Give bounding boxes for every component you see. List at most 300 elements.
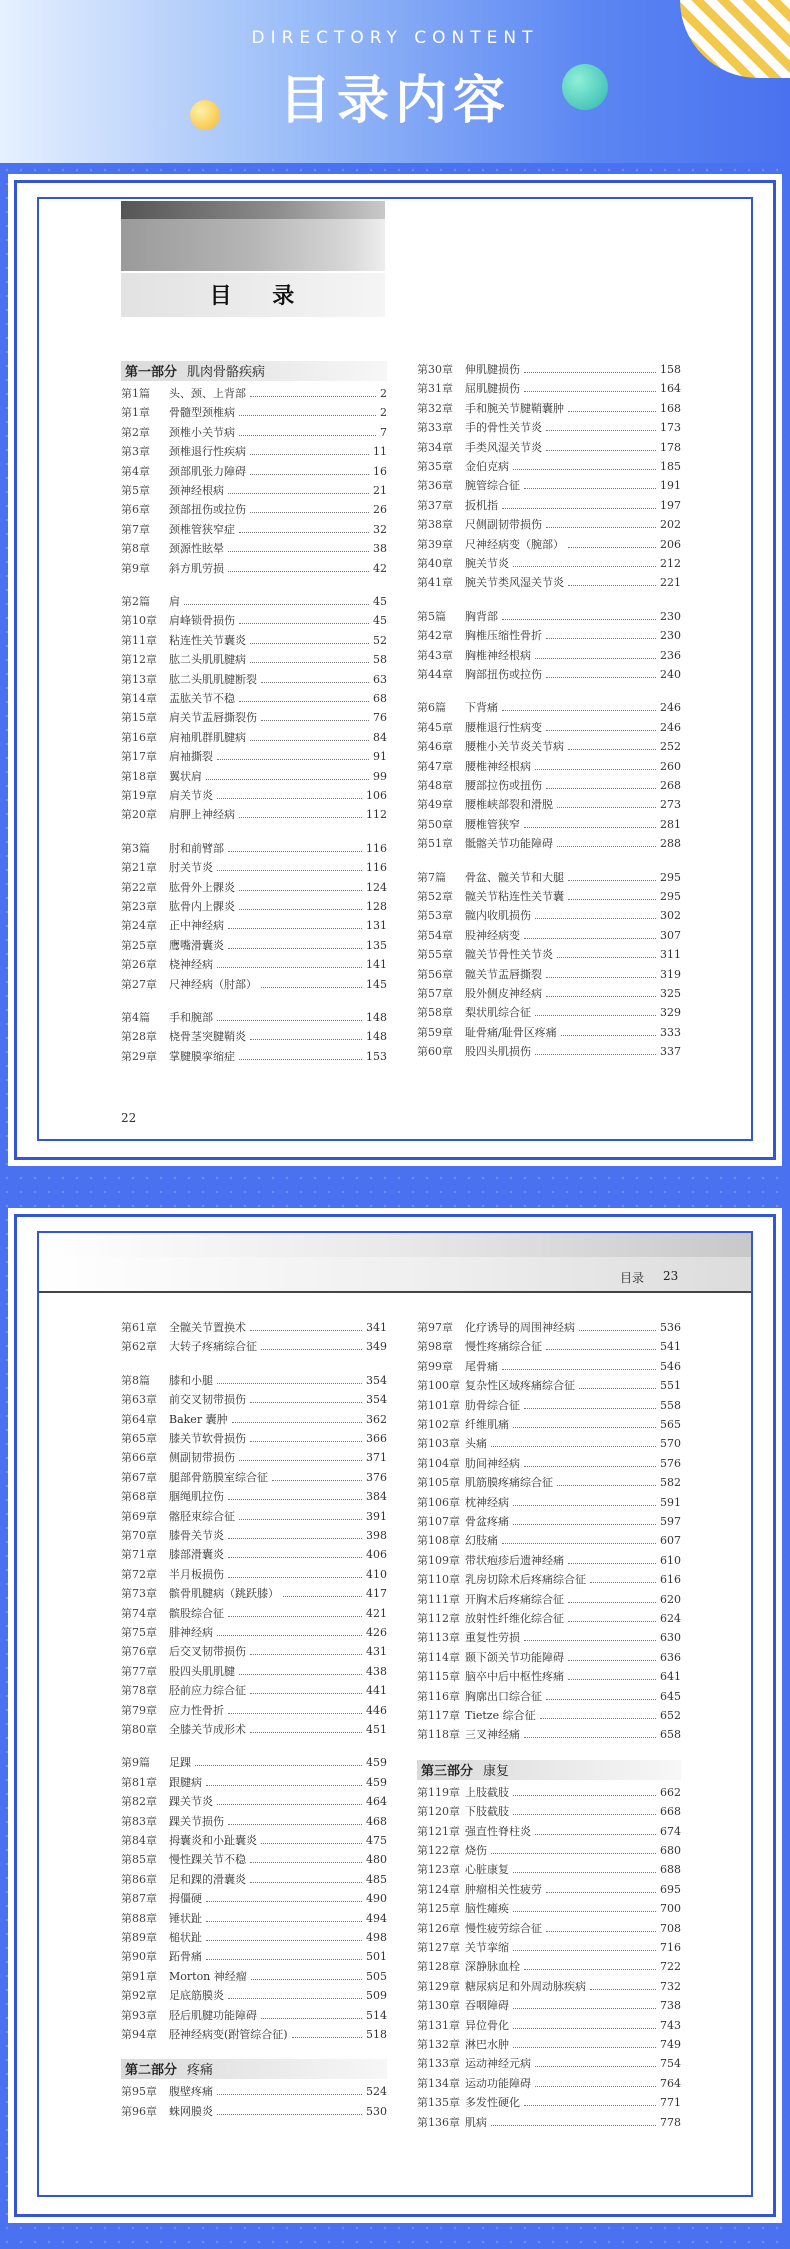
entry-title: 桡骨茎突腱鞘炎 xyxy=(169,1030,246,1044)
entry-page: 333 xyxy=(660,1025,681,1039)
entry-page: 230 xyxy=(660,609,681,623)
dot-leader xyxy=(250,643,369,644)
toc-entry[interactable] xyxy=(121,748,387,767)
entry-number: 第53章 xyxy=(417,909,453,923)
toc-entry[interactable] xyxy=(417,1823,681,1842)
entry-number: 第114章 xyxy=(417,1650,460,1664)
toc-entry[interactable] xyxy=(417,2055,681,2074)
toc-entry[interactable] xyxy=(417,777,681,796)
toc-entry[interactable] xyxy=(417,666,681,685)
toc-entry[interactable] xyxy=(417,1552,681,1571)
entry-title: 骶髂关节功能障碍 xyxy=(465,837,553,851)
entry-page: 16 xyxy=(373,464,387,478)
toc-entry[interactable] xyxy=(417,907,681,926)
toc-entry[interactable] xyxy=(121,1851,387,1870)
toc-entry[interactable] xyxy=(417,647,681,666)
toc-entry[interactable] xyxy=(417,380,681,399)
toc-entry[interactable] xyxy=(121,1871,387,1890)
toc-section[interactable] xyxy=(121,593,387,612)
entry-title: 枕神经病 xyxy=(465,1495,509,1509)
toc-entry[interactable] xyxy=(417,1435,681,1454)
toc-entry[interactable] xyxy=(121,443,387,462)
entry-number: 第48章 xyxy=(417,779,453,792)
toc-entry[interactable] xyxy=(417,985,681,1004)
entry-title: 锤状趾 xyxy=(169,1911,202,1925)
dot-leader xyxy=(217,870,362,871)
toc-entry[interactable] xyxy=(121,404,387,423)
entry-page: 168 xyxy=(660,401,681,415)
toc-entry[interactable] xyxy=(417,1978,681,1997)
dot-leader xyxy=(239,890,362,891)
toc-entry[interactable] xyxy=(121,709,387,728)
toc-entry[interactable] xyxy=(121,1430,387,1449)
entry-number: 第66章 xyxy=(121,1451,157,1465)
toc-entry[interactable] xyxy=(121,1605,387,1624)
entry-title: 深静脉血栓 xyxy=(465,1960,520,1974)
entry-title: 全髋关节置换术 xyxy=(169,1321,246,1334)
entry-title: 股四头肌肌腱 xyxy=(169,1664,235,1678)
toc-entry[interactable] xyxy=(121,976,387,995)
entry-number: 第40章 xyxy=(417,557,453,570)
toc-entry[interactable] xyxy=(121,1910,387,1929)
entry-page: 106 xyxy=(366,789,387,802)
dot-leader xyxy=(524,488,656,489)
toc-entry[interactable] xyxy=(121,1987,387,2006)
toc-entry[interactable] xyxy=(417,1513,681,1532)
dot-leader xyxy=(535,1015,656,1016)
toc-entry[interactable] xyxy=(417,758,681,777)
toc-entry[interactable] xyxy=(417,1610,681,1629)
entry-number: 第30章 xyxy=(417,363,453,376)
dot-leader xyxy=(513,2008,656,2009)
dot-leader xyxy=(228,1557,362,1558)
dot-leader xyxy=(250,1732,362,1733)
dot-leader xyxy=(228,1499,362,1500)
toc-entry[interactable] xyxy=(417,1629,681,1648)
entry-title: 扳机指 xyxy=(465,498,498,512)
entry-title: 踝关节炎 xyxy=(169,1795,213,1809)
entry-page: 570 xyxy=(660,1437,681,1451)
toc-entry[interactable] xyxy=(417,497,681,516)
entry-page: 620 xyxy=(660,1592,681,1606)
entry-number: 第106章 xyxy=(417,1495,460,1509)
toc-entry[interactable] xyxy=(121,1585,387,1604)
toc-entry[interactable] xyxy=(121,424,387,443)
toc-entry[interactable] xyxy=(417,1532,681,1551)
dot-leader xyxy=(206,1901,362,1902)
entry-page: 212 xyxy=(660,557,681,570)
entry-number: 第78章 xyxy=(121,1684,157,1698)
toc-entry[interactable] xyxy=(417,1958,681,1977)
toc-entry[interactable] xyxy=(417,1319,681,1338)
entry-page: 135 xyxy=(366,938,387,952)
entry-number: 第88章 xyxy=(121,1911,157,1925)
toc-entry[interactable] xyxy=(121,463,387,482)
toc-section[interactable] xyxy=(417,869,681,888)
toc-entry[interactable] xyxy=(121,2083,387,2102)
entry-number: 第32章 xyxy=(417,401,453,415)
toc-entry[interactable] xyxy=(417,796,681,815)
toc-entry[interactable] xyxy=(417,1803,681,1822)
entry-title: 开胸术后疼痛综合征 xyxy=(465,1592,564,1606)
entry-title: 康复 xyxy=(483,1763,510,1779)
entry-page: 153 xyxy=(366,1049,387,1063)
entry-page: 749 xyxy=(660,2038,681,2051)
entry-number: 第56章 xyxy=(417,967,453,981)
dot-leader xyxy=(261,1843,362,1844)
toc-entry[interactable] xyxy=(417,361,681,380)
entry-number: 第94章 xyxy=(121,2028,157,2041)
entry-page: 230 xyxy=(660,629,681,643)
entry-title: 手和腕部 xyxy=(169,1011,213,1024)
dot-leader xyxy=(568,899,656,900)
toc-entry[interactable] xyxy=(121,1319,387,1338)
entry-page: 197 xyxy=(660,498,681,512)
entry-page: 509 xyxy=(366,1989,387,2003)
entry-page: 371 xyxy=(366,1451,387,1465)
toc-entry[interactable] xyxy=(121,2026,387,2045)
entry-title: 颈源性眩晕 xyxy=(169,542,224,556)
toc-entry[interactable] xyxy=(417,1455,681,1474)
toc-entry[interactable] xyxy=(121,956,387,975)
entry-page: 468 xyxy=(366,1814,387,1828)
entry-page: 362 xyxy=(366,1412,387,1426)
toc-entry[interactable] xyxy=(417,1416,681,1435)
dot-leader xyxy=(524,1408,656,1409)
toc-entry[interactable] xyxy=(417,536,681,555)
toc-entry[interactable] xyxy=(121,898,387,917)
toc-entry[interactable] xyxy=(121,937,387,956)
entry-page: 505 xyxy=(366,1969,387,1983)
toc-entry[interactable] xyxy=(121,1624,387,1643)
entry-title: 上肢截肢 xyxy=(465,1785,509,1799)
toc-entry[interactable] xyxy=(121,1890,387,1909)
entry-page: 158 xyxy=(660,363,681,376)
toc-entry[interactable] xyxy=(417,1726,681,1745)
toc-entry[interactable] xyxy=(417,2036,681,2055)
toc-entry[interactable] xyxy=(417,1591,681,1610)
entry-number: 第102章 xyxy=(417,1418,460,1431)
toc-section[interactable] xyxy=(121,385,387,404)
entry-title: 蛛网膜炎 xyxy=(169,2104,213,2118)
dot-leader xyxy=(546,638,656,639)
entry-page: 173 xyxy=(660,421,681,435)
toc-entry[interactable] xyxy=(121,806,387,825)
toc-entry[interactable] xyxy=(121,1028,387,1047)
toc-part[interactable] xyxy=(121,2059,387,2079)
toc-entry[interactable] xyxy=(121,1048,387,1067)
toc-entry[interactable] xyxy=(417,1688,681,1707)
entry-page: 148 xyxy=(366,1011,387,1024)
entry-title: 胸椎压缩性骨折 xyxy=(465,629,542,643)
entry-number: 第1章 xyxy=(121,406,150,420)
dot-leader xyxy=(250,1862,362,1863)
dot-leader xyxy=(561,1035,656,1036)
toc-entry[interactable] xyxy=(417,1043,681,1062)
entry-page: 68 xyxy=(373,692,387,705)
entry-page: 607 xyxy=(660,1534,681,1548)
entry-page: 354 xyxy=(366,1393,387,1407)
entry-number: 第76章 xyxy=(121,1645,157,1659)
entry-title: 纤维肌痛 xyxy=(465,1418,509,1431)
toc-entry[interactable] xyxy=(417,1649,681,1668)
toc-entry[interactable] xyxy=(417,1668,681,1687)
toc-entry[interactable] xyxy=(121,1948,387,1967)
toc-entry[interactable] xyxy=(417,946,681,965)
entry-page: 52 xyxy=(373,633,387,647)
entry-number: 第28章 xyxy=(121,1030,157,1044)
toc-entry[interactable] xyxy=(417,400,681,419)
entry-page: 410 xyxy=(366,1567,387,1581)
toc-entry[interactable] xyxy=(417,1842,681,1861)
toc-entry[interactable] xyxy=(121,729,387,748)
entry-number: 第47章 xyxy=(417,759,453,773)
entry-page: 141 xyxy=(366,958,387,972)
toc-entry[interactable] xyxy=(121,879,387,898)
toc-entry[interactable] xyxy=(121,1411,387,1430)
entry-title: 尺神经病（肘部） xyxy=(169,977,257,991)
toc-entry[interactable] xyxy=(121,787,387,806)
toc-entry[interactable] xyxy=(121,1391,387,1410)
toc-entry[interactable] xyxy=(121,612,387,631)
toc-entry[interactable] xyxy=(417,719,681,738)
toc-entry[interactable] xyxy=(121,1832,387,1851)
toc-entry[interactable] xyxy=(121,632,387,651)
entry-title: 大转子疼痛综合征 xyxy=(169,1340,257,1354)
toc-entry[interactable] xyxy=(121,1546,387,1565)
toc-entry[interactable] xyxy=(417,1997,681,2016)
toc-entry[interactable] xyxy=(417,1881,681,1900)
dot-leader xyxy=(535,1834,656,1835)
toc-entry[interactable] xyxy=(417,966,681,985)
toc-entry[interactable] xyxy=(121,521,387,540)
entry-page: 459 xyxy=(366,1756,387,1770)
entry-number: 第111章 xyxy=(417,1592,460,1606)
dot-leader xyxy=(568,1621,656,1622)
toc-entry[interactable] xyxy=(121,1793,387,1812)
toc-entry[interactable] xyxy=(121,1566,387,1585)
dot-leader xyxy=(228,948,362,949)
entry-number: 第83章 xyxy=(121,1814,157,1828)
toc-entry[interactable] xyxy=(417,927,681,946)
toc-entry[interactable] xyxy=(121,2103,387,2122)
entry-page: 546 xyxy=(660,1359,681,1373)
toc-entry[interactable] xyxy=(121,1469,387,1488)
toc-entry[interactable] xyxy=(417,1861,681,1880)
entry-title: 幻肢痛 xyxy=(465,1534,498,1548)
toc-entry[interactable] xyxy=(417,1474,681,1493)
dot-leader xyxy=(283,1596,362,1597)
entry-page: 42 xyxy=(373,561,387,575)
entry-page: 541 xyxy=(660,1340,681,1354)
dot-leader xyxy=(524,1466,656,1467)
entry-title: Baker 囊肿 xyxy=(169,1412,228,1426)
entry-page: 185 xyxy=(660,460,681,473)
dot-leader xyxy=(239,415,376,416)
dot-leader xyxy=(546,677,656,678)
entry-page: 191 xyxy=(660,479,681,493)
toc-entry[interactable] xyxy=(417,1920,681,1939)
toc-entry[interactable] xyxy=(417,1784,681,1803)
toc-entry[interactable] xyxy=(417,2017,681,2036)
dot-leader xyxy=(250,740,369,741)
toc-entry[interactable] xyxy=(121,1702,387,1721)
toc-entry[interactable] xyxy=(121,2007,387,2026)
toc-entry[interactable] xyxy=(417,627,681,646)
entry-title: 腘绳肌拉伤 xyxy=(169,1490,224,1504)
entry-number: 第133章 xyxy=(417,2057,460,2071)
entry-page: 716 xyxy=(660,1941,681,1954)
entry-title: 肩 xyxy=(169,595,180,608)
dot-leader xyxy=(557,807,656,808)
toc-entry[interactable] xyxy=(121,1663,387,1682)
toc-entry[interactable] xyxy=(121,917,387,936)
toc-entry[interactable] xyxy=(417,419,681,438)
entry-page: 475 xyxy=(366,1834,387,1847)
dot-leader xyxy=(261,682,369,683)
entry-page: 700 xyxy=(660,1902,681,1916)
entry-number: 第96章 xyxy=(121,2104,157,2118)
toc-entry[interactable] xyxy=(417,1358,681,1377)
toc-entry[interactable] xyxy=(417,439,681,458)
dot-leader xyxy=(535,658,656,659)
entry-number: 第129章 xyxy=(417,1979,460,1993)
toc-entry[interactable] xyxy=(417,1004,681,1023)
dot-leader xyxy=(513,1911,656,1912)
entry-number: 第70章 xyxy=(121,1529,157,1542)
entry-title: 肩胛上神经病 xyxy=(169,808,235,822)
dot-leader xyxy=(524,2105,656,2106)
toc-entry[interactable] xyxy=(417,1024,681,1043)
toc-entry[interactable] xyxy=(121,690,387,709)
toc-entry[interactable] xyxy=(121,560,387,579)
toc-entry[interactable] xyxy=(417,458,681,477)
dot-leader xyxy=(513,1795,656,1796)
toc-entry[interactable] xyxy=(121,859,387,878)
toc-entry[interactable] xyxy=(417,1377,681,1396)
entry-title: 下肢截肢 xyxy=(465,1805,509,1819)
toc-entry[interactable] xyxy=(417,1397,681,1416)
banner-title: 目录内容 xyxy=(278,71,511,131)
entry-number: 第125章 xyxy=(417,1902,460,1916)
entry-title: 放射性纤维化综合征 xyxy=(465,1612,564,1625)
entry-number: 第51章 xyxy=(417,837,453,851)
entry-title: 头痛 xyxy=(465,1437,487,1451)
entry-title: 足底筋膜炎 xyxy=(169,1989,224,2003)
toc-entry[interactable] xyxy=(417,2094,681,2113)
entry-page: 112 xyxy=(366,808,387,822)
toc-part[interactable] xyxy=(417,1760,681,1780)
toc-entry[interactable] xyxy=(417,1571,681,1590)
toc-entry[interactable] xyxy=(121,1721,387,1740)
entry-number: 第136章 xyxy=(417,2115,460,2129)
toc-entry[interactable] xyxy=(417,477,681,496)
toc-section[interactable] xyxy=(121,840,387,859)
entry-title: 肩关节盂唇撕裂伤 xyxy=(169,711,257,725)
dot-leader xyxy=(217,1383,362,1384)
entry-title: 鹰嘴滑囊炎 xyxy=(169,938,224,952)
toc-section[interactable] xyxy=(417,608,681,627)
entry-page: 45 xyxy=(373,614,387,628)
entry-title: 关节挛缩 xyxy=(465,1941,509,1954)
toc-entry[interactable] xyxy=(121,1929,387,1948)
toc-entry[interactable] xyxy=(417,888,681,907)
toc-entry[interactable] xyxy=(417,1939,681,1958)
dot-leader xyxy=(557,846,656,847)
entry-number: 第134章 xyxy=(417,2076,460,2090)
entry-number: 第71章 xyxy=(121,1548,157,1562)
toc-section[interactable] xyxy=(121,1754,387,1773)
toc-entry[interactable] xyxy=(417,1494,681,1513)
toc-entry[interactable] xyxy=(417,835,681,854)
entry-page: 366 xyxy=(366,1432,387,1445)
entry-page: 206 xyxy=(660,537,681,551)
toc-entry[interactable] xyxy=(417,1900,681,1919)
toc-section[interactable] xyxy=(417,699,681,718)
toc-entry[interactable] xyxy=(417,574,681,593)
entry-title: 全膝关节成形术 xyxy=(169,1723,246,1736)
toc-entry[interactable] xyxy=(417,2114,681,2133)
toc-entry[interactable] xyxy=(417,516,681,535)
toc-entry[interactable] xyxy=(121,1527,387,1546)
entry-title: 肩袖肌群肌腱病 xyxy=(169,730,246,744)
entry-title: 跟腱病 xyxy=(169,1775,202,1789)
page-number: 22 xyxy=(121,1111,137,1125)
toc-entry[interactable] xyxy=(121,671,387,690)
entry-page: 354 xyxy=(366,1373,387,1387)
toc-entry[interactable] xyxy=(121,501,387,520)
dot-leader xyxy=(228,1577,362,1578)
toc-entry[interactable] xyxy=(121,1488,387,1507)
entry-page: 281 xyxy=(660,817,681,831)
entry-number: 第12章 xyxy=(121,653,157,667)
toc-entry[interactable] xyxy=(121,540,387,559)
dot-leader xyxy=(524,1969,656,1970)
toc-entry[interactable] xyxy=(121,1643,387,1662)
toc-entry[interactable] xyxy=(121,1682,387,1701)
entry-title: 异位骨化 xyxy=(465,2018,509,2032)
toc-entry[interactable] xyxy=(121,651,387,670)
entry-page: 421 xyxy=(366,1606,387,1620)
toc-entry[interactable] xyxy=(121,1449,387,1468)
toc-entry[interactable] xyxy=(121,1508,387,1527)
entry-title: 肋骨综合征 xyxy=(465,1398,520,1412)
entry-page: 530 xyxy=(366,2104,387,2118)
dot-leader xyxy=(251,1979,362,1980)
entry-title: 胸椎神经根病 xyxy=(465,648,531,662)
toc-section[interactable] xyxy=(121,1372,387,1391)
toc-entry[interactable] xyxy=(417,816,681,835)
entry-title: 伸肌腱损伤 xyxy=(465,363,520,376)
toc-part[interactable] xyxy=(121,361,387,381)
toc-entry[interactable] xyxy=(121,1774,387,1793)
toc-entry[interactable] xyxy=(417,1707,681,1726)
toc-entry[interactable] xyxy=(417,555,681,574)
toc-entry[interactable] xyxy=(121,482,387,501)
entry-page: 778 xyxy=(660,2115,681,2129)
toc-entry[interactable] xyxy=(121,1338,387,1357)
entry-number: 第35章 xyxy=(417,460,453,473)
toc-entry[interactable] xyxy=(121,1968,387,1987)
entry-page: 426 xyxy=(366,1626,387,1639)
toc-entry[interactable] xyxy=(417,738,681,757)
toc-entry[interactable] xyxy=(417,1338,681,1357)
toc-entry[interactable] xyxy=(121,1813,387,1832)
toc-entry[interactable] xyxy=(417,2075,681,2094)
toc-entry[interactable] xyxy=(121,768,387,787)
toc-section[interactable] xyxy=(121,1009,387,1028)
entry-page: 524 xyxy=(366,2085,387,2099)
